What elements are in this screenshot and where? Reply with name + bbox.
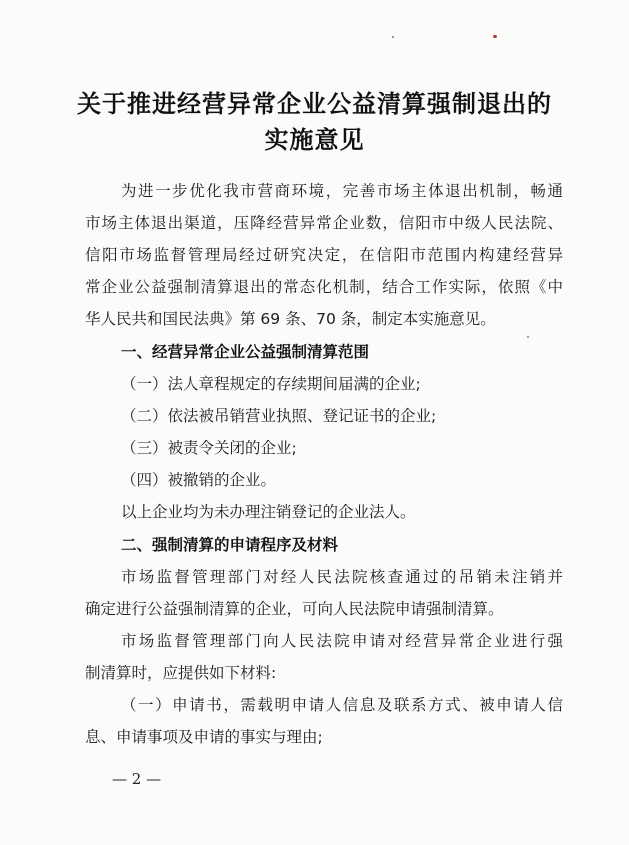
intro-line: 信阳市场监督管理局经过研究决定，在信阳市范围内构建经营异 [85, 246, 563, 264]
section-2-item-1-line: （一）申请书，需载明申请人信息及联系方式、被申请人信 [121, 696, 563, 714]
section-1-item: （三）被责令关闭的企业; [121, 439, 297, 457]
document-title-line-2: 实施意见 [264, 125, 365, 154]
scan-speck [392, 36, 394, 38]
intro-line: 市场主体退出渠道，压降经营异常企业数，信阳市中级人民法院、 [85, 214, 563, 232]
scan-speck [493, 35, 497, 38]
section-2-para-1-line: 确定进行公益强制清算的企业，可向人民法院申请强制清算。 [85, 600, 504, 618]
section-2-heading: 二、强制清算的申请程序及材料 [121, 536, 339, 554]
section-1-item: （二）依法被吊销营业执照、登记证书的企业; [121, 407, 437, 425]
section-1-item: （一）法人章程规定的存续期间届满的企业; [121, 375, 421, 393]
section-2-para-1-line: 市场监督管理部门对经人民法院核查通过的吊销未注销并 [121, 568, 563, 586]
page-number: — 2 — [112, 770, 162, 788]
section-1-heading: 一、经营异常企业公益强制清算范围 [121, 343, 370, 361]
section-2-item-1-line: 息、申请事项及申请的事实与理由; [85, 728, 323, 746]
section-2-para-2-line: 市场监督管理部门向人民法院申请对经营异常企业进行强 [121, 632, 563, 650]
intro-line: 华人民共和国民法典》第 69 条、70 条，制定本实施意见。 [85, 310, 496, 328]
section-1-item: （四）被撤销的企业。 [121, 471, 277, 489]
intro-line: 常企业公益强制清算退出的常态化机制，结合工作实际，依照《中 [85, 278, 563, 296]
section-2-para-2-line: 制清算时，应提供如下材料: [85, 664, 277, 682]
scan-speck [527, 336, 529, 338]
document-title-line-1: 关于推进经营异常企业公益清算强制退出的 [77, 89, 552, 118]
intro-line: 为进一步优化我市营商环境，完善市场主体退出机制，畅通 [121, 182, 563, 200]
section-1-note: 以上企业均为未办理注销登记的企业法人。 [121, 503, 416, 521]
